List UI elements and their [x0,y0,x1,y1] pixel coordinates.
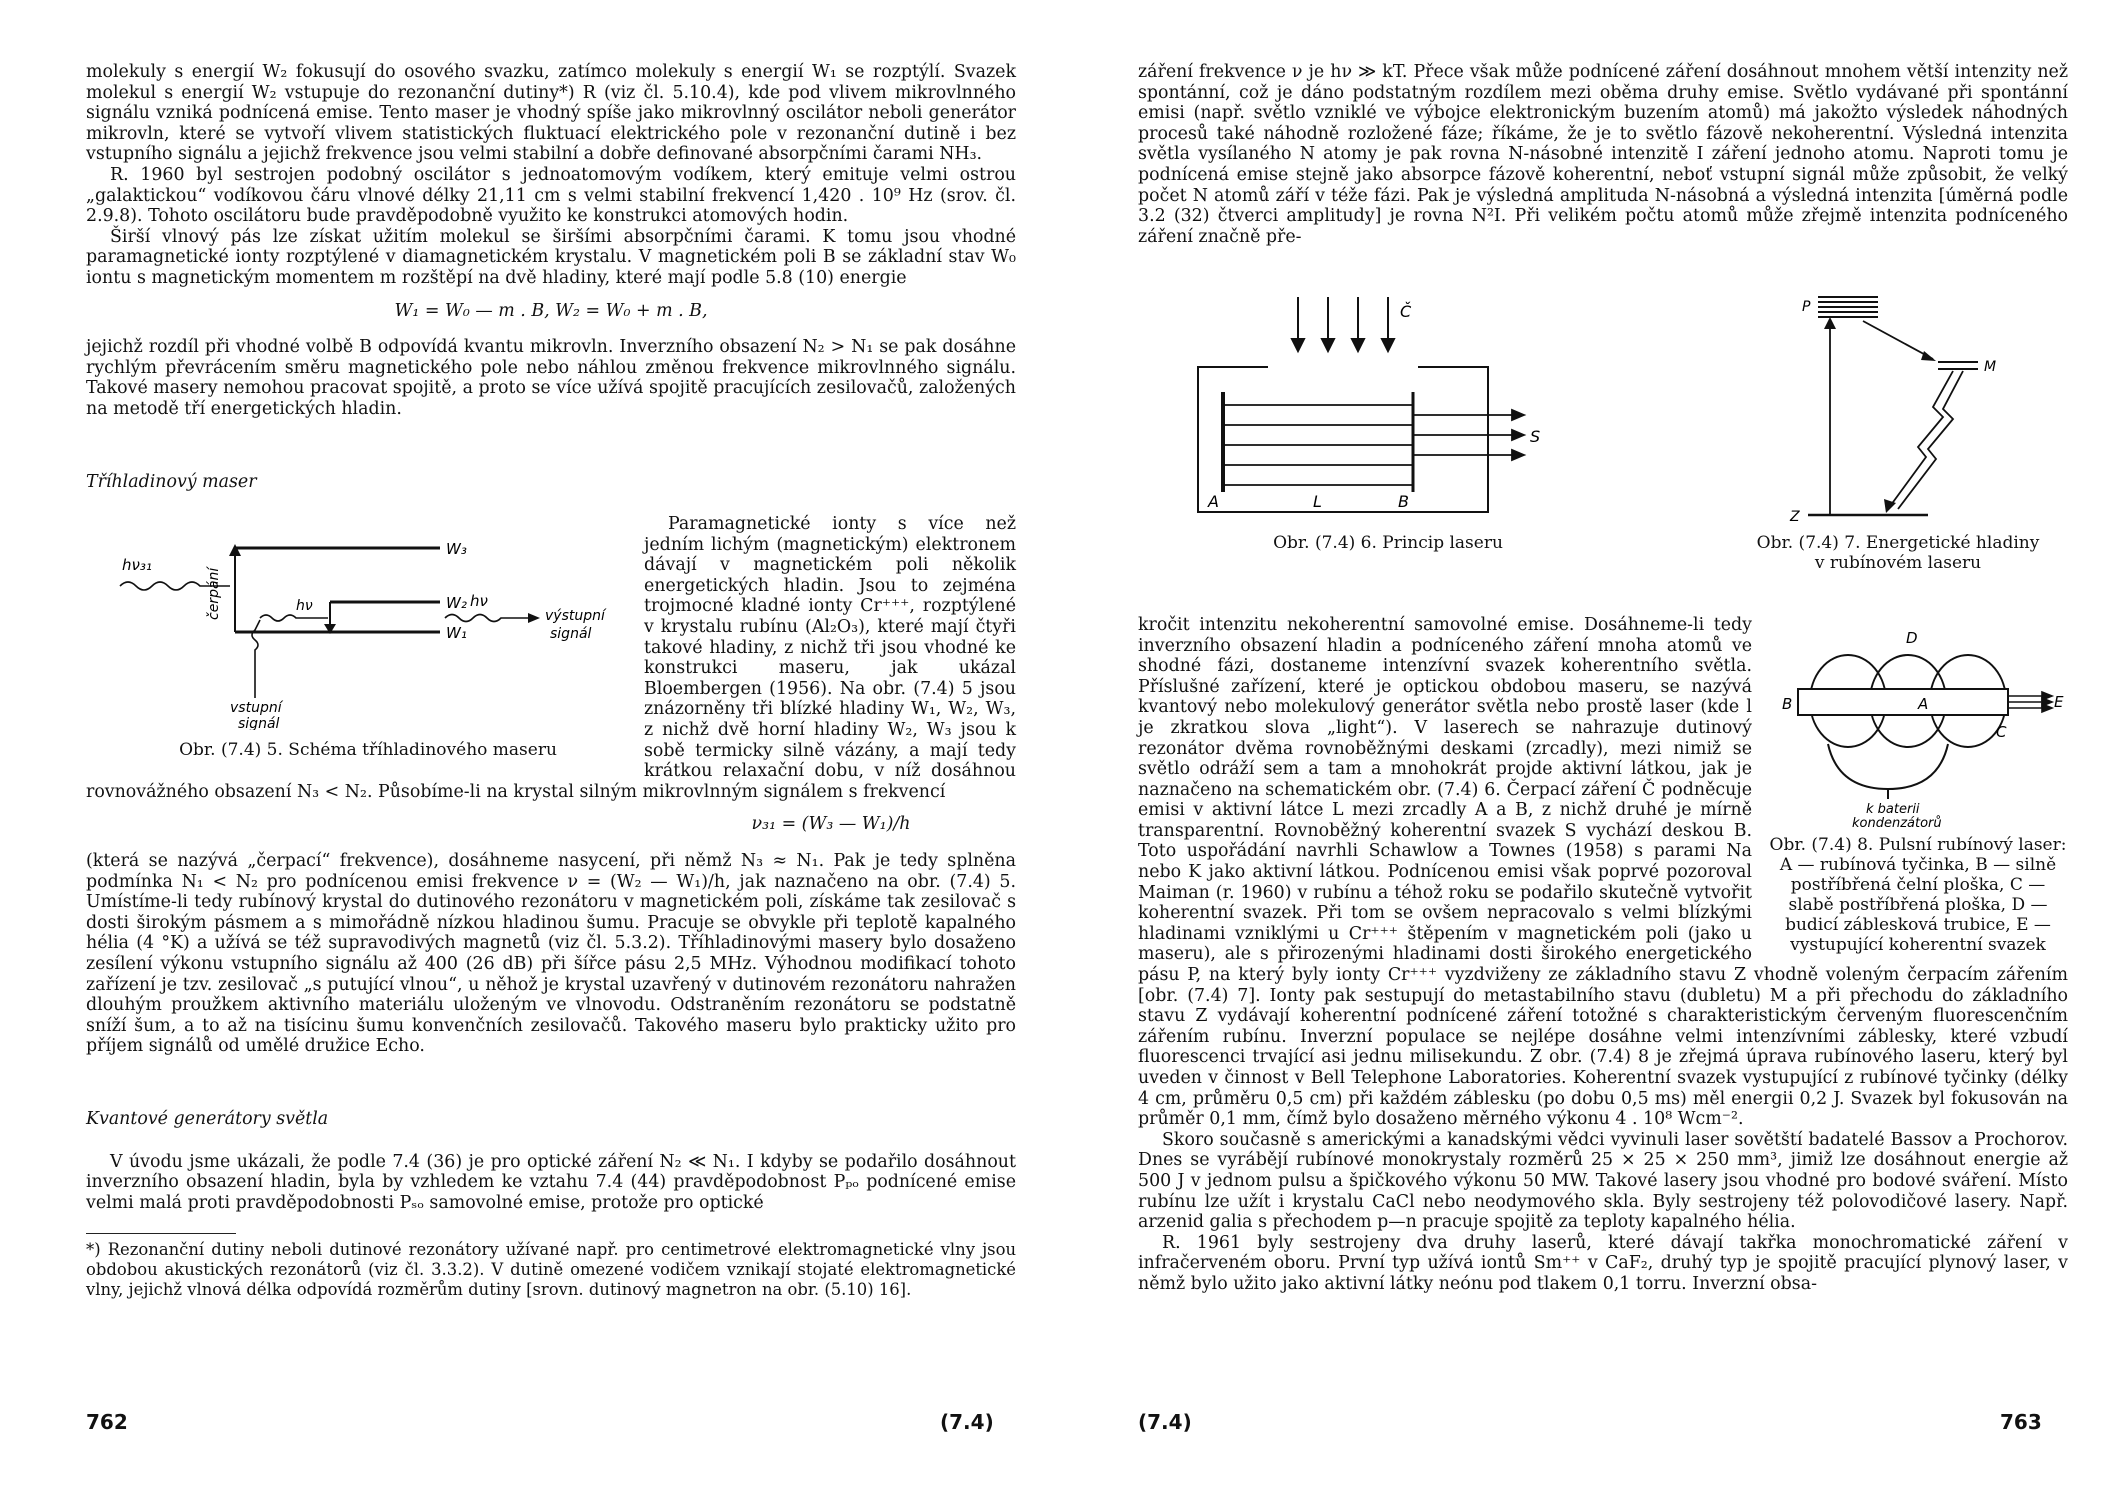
output-wave [445,615,530,622]
label-input-2: signál [238,716,280,731]
right-paragraph-1: záření frekvence ν je hν ≫ kT. Přece však může podnícené záření dosáhnout mnohem větší intenzity než spontánní, což je dáno podstatným rozdílem mezi oběma druhy emise. Světlo vydávané při spontánní emisi (např. světlo vzniklé ve výbojce elektronickým buzením atomů) má jakožto výsledek náhodných procesů také náhodně rozložené fáze; říkáme, že je to světlo fázově nekoherentní. Výsledná intenzita světla vysílaného N atomy je pak rovna N-násobné intenzitě I záření jednoho atomu. Naproti tomu je podnícená emise stejně jako absorpce fázově koherentní, neboť vstupní signál může způsobit, že velký počet N atomů září v téže fázi. Pak je výsledná amplituda N-násobná a výsledná intenzita [úměrná podle 3.2 (32) čtverci amplitudy] je rovna N²I. Při velikém počtu atomů může zřejmě intenzita podníceného záření značně pře- [1138,62,2068,247]
right-paragraph-3: Skoro současně s americkými a kanadskými vědci vyvinuli laser sovětští badatelé Bassov a Prochorov. Dnes se vyrábějí rubínové monokrystaly rozměrů 25 × 25 × 250 mm³, jimiž lze dosáhnout energie až 500 J v jednom pulsu a špičkového výkonu 50 MW. Takové lasery jsou vhodné pro bodové sváření. Místo rubínu lze užít i krystalu CaCl nebo neodymového skla. Byly sestrojeny též polovodičové lasery. Např. arzenid galia s přechodem p—n pracuje spojitě za teploty kapalného hélia. [1138,1129,2068,1233]
left-equation-2: ν₃₁ = (W₃ — W₁)/h [751,814,911,835]
output-beam [1413,410,1524,460]
figure-6-diagram [1178,287,1598,527]
mid-wave [260,615,328,621]
label-m: M [1984,359,1997,376]
pump-arrows [1292,297,1394,351]
right-paragraph-2: kročit intenzitu nekoherentní samovolné emise. Dosáhneme-li tedy inverzního obsazení hladin a podníceného záření mnoha atomů ve shodné fázi, dostaneme intenzívní svazek koherentního světla. Příslušné zařízení, které je optickou obdobou maseru, se nazývá kvantový nebo molekulový generátor světla nebo prostě laser (kde l je zkratkou slova „light“). V laserech se nahrazuje dutinový rezonátor dvěma rovnoběžnými deskami (zrcadly), mezi nimiž se světlo odráží sem a tam a mnohokrát projde aktivní látkou, jak je naznačeno na schematickém obr. (7.4) 6. Čerpací záření Č podněcuje emisi v aktivní látce L mezi zrcadly A a B, z nichž druhé je mírně transparentní. Rovnoběžný koherentní svazek S vychází deskou B. Toto uspořádání navrhli Schawlow a Townes (1958) s parami Na nebo K jako aktivní látkou. Podnícenou emisi však poprvé pozoroval Maiman (r. 1960) v rubínu a téhož roku se podařilo skutečně vytvořit koherentní svazek. Při tom se ovšem nepracovalo s velmi blízkými hladinami vzniklými u Cr⁺⁺⁺ štěpením v magnetickém poli (jako u maseru), ale s přirozenými hladinami dosti širokého energetického pásu P, na který byly ionty Cr⁺⁺⁺ vyzdviženy ze základního stavu Z vhodně voleným čerpacím zářením [obr. (7.4) 7]. Ionty pak sestupují do metastabilního stavu (dubletu) M a při přechodu do základního stavu Z vydávají koherentní podnícené záření totožné s charakteristickým červeným fluorescenčním zářením rubínu. Inverzní populace se nejlépe dosáhne velmi intenzívními záblesky, které vzbudí fluorescenci trvající asi jednu milisekundu. Z obr. (7.4) 8 je zřejmá úprava rubínového laseru, který byl uveden v činnost v Bell Telephone Laboratories. Koherentní svazek vystupující z rubínové tyčinky (délky 4 cm, průměru 0,5 cm) při každém záblesku (po dobu 0,5 ms) měl energii 0,2 J. Svazek byl fokusován na průměr 0,1 mm, čímž bylo dosaženo měrného výkonu 4 . 10⁸ Wcm⁻². [1138,614,2068,1130]
label-hv-out: hν [470,592,488,611]
figure-7 [1728,287,2068,573]
left-paragraph-3: Širší vlnový pás lze získat užitím molekul se širšími absorpčními čarami. K tomu jsou vhodné paramagnetické ionty rozptýlené v diamagnetickém krystalu. V magnetickém poli B se základní stav W₀ iontu s magnetickým momentem m rozštěpí na dvě hladiny, které mají podle 5.8 (10) energie [86,226,1016,288]
figure-5-caption: Obr. (7.4) 5. Schéma tříhladinového maseru [179,739,557,760]
left-page [86,62,1016,1300]
footnote-rule [86,1233,236,1240]
label-output-2: signál [550,626,592,643]
label-input-1: vstupní [230,700,282,717]
left-paragraph-2: R. 1960 byl sestrojen podobný oscilátor s jednoatomovým vodíkem, který emituje velmi ostrou „galaktickou“ vodíkovou čáru vlnové délky 21,11 cm s velmi stabilní frekvencí 1,420 . 10⁹ Hz (srov. čl. 2.9.8). Tohoto oscilátoru bude pravděpodobně využito ke konstrukci atomových hodin. [86,164,1016,227]
figure-8 [1768,629,2068,955]
pump-housing [1198,367,1488,512]
label-z: Z [1790,509,1800,526]
coherent-beam [2008,692,2052,712]
figure-5 [86,520,626,760]
label-c: C [1996,722,2007,741]
battery-leads [1828,744,1948,789]
figure-8-caption: Obr. (7.4) 8. Pulsní rubínový laser: A — rubínová tyčinka, B — silně postříbřená čelní ploška, C — slabě postříbřená ploška, D — budicí záblesková trubice, E — vystupující koherentní svazek [1769,834,2067,955]
label-battery-2: kondenzátorů [1852,815,1942,829]
ruby-rod [1798,689,2008,715]
figure-7-diagram [1728,287,2068,527]
footnote: *) Rezonanční dutiny neboli dutinové rezonátory užívané např. pro centimetrové elektromagnetické vlny jsou obdobou akustických rezonátorů (viz čl. 3.3.2). V dutině omezené vodičem vznikají stojaté elektromagnetické vlny, jejichž vlnová délka odpovídá rozměrům dutiny [srovn. dutinový magnetron na obr. (5.10) 16]. [86,1240,1016,1299]
pump-arrowhead-up [1824,317,1836,329]
figure-6 [1178,287,1598,573]
label-w1: W₁ [446,624,467,643]
label-output-1: výstupní [545,608,605,625]
decay-arrow [1863,321,1933,359]
right-page [1138,62,2068,1295]
pump-arrowhead [229,544,241,556]
label-hv-mid: hν [296,598,313,615]
label-battery-1: k baterii [1866,801,1920,817]
left-paragraph-4: jejichž rozdíl při vhodné volbě B odpovídá kvantu mikrovln. Inverzního obsazení N₂ > N₁ se pak dosáhne rychlým převrácením směru magnetického pole nebo náhlou změnou frekvence mikrovlnného signálu. Takové masery nemohou pracovat spojitě, a proto se více užívá spojitě pracujících zesilovačů, založených na metodě tří energetických hladin. [86,337,1016,419]
label-b: B [1782,694,1793,713]
left-section-number: (7.4) [940,1410,994,1434]
label-c: Č [1400,302,1412,322]
label-b: B [1398,492,1409,512]
left-heading-quantum-generators: Kvantové generátory světla [86,1108,329,1129]
label-w2: W₂ [446,594,467,613]
decay-arrowhead [1921,351,1936,361]
left-page-number: 762 [86,1410,128,1434]
label-d: D [1906,628,1918,647]
left-paragraph-6: (která se nazývá „čerpací“ frekvence), dosáhneme nasycení, při němž N₃ ≈ N₁. Pak je tedy splněna podmínka N₁ < N₂ pro podnícenou emisi frekvence ν = (W₂ — W₁)/h, jak naznačeno na obr. (7.4) 5. Umístíme-li tedy rubínový krystal do dutinového rezonátoru v magnetickém poli, získáme tak zesilovač s dosti širokým pásmem a s mimořádně nízkou hladinou šumu. Pracuje se obvykle při teplotě kapalného hélia (4 °K) a užívá se též supravodivých magnetů (viz čl. 5.3.2). Tříhladinovými masery bylo dosaženo zesílení výkonu vstupního signálu až 400 (26 dB) při šířce pásu 2,5 MHz. Výhodnou modifikací tohoto zařízení je tzv. zesilovač „s putující vlnou“, u něhož je krystal uzavřený v dutinovém rezonátoru nahražen dlouhým proužkem aktivního materiálu uloženým ve vlnovodu. Odstraněním rezonátoru se podstatně sníží šum, a to až na tisícinu šumu konvenčních zesilovačů. Takového maseru bylo prakticky užito pro příjem signálů od umělé družice Echo. [86,851,1016,1057]
label-e: E [2054,692,2064,711]
right-page-number: 763 [2000,1410,2042,1434]
figure-8-diagram [1768,629,2068,829]
emission-zigzag-1 [1888,371,1953,509]
left-equation-1: W₁ = W₀ — m . B, W₂ = W₀ + m . B, [394,300,708,321]
label-cerpani: čerpání [206,567,222,621]
right-paragraph-4: R. 1961 byly sestrojeny dva druhy laserů, které dávají takřka monochromatické záření v infračerveném oboru. První typ užívá iontů Sm⁺⁺ v CaF₂, druhý typ je spojitě pracující plynový laser, v němž bylo užito jako aktivní látky neónu pod tlakem 0,1 torru. Inverzní obsa- [1138,1232,2068,1294]
label-p: P [1802,299,1811,316]
label-w3: W₃ [446,540,467,559]
level-p-band [1818,297,1878,317]
left-paragraph-7: V úvodu jsme ukázali, že podle 7.4 (36) je pro optické záření N₂ ≪ N₁. I kdyby se podařilo dosáhnout inverzního obsazení hladin, byla by vzhledem ke vztahu 7.4 (44) pravděpodobnost Pₚₒ podnícené emise velmi malá proti pravděpodobnosti Pₛₒ samovolné emise, protože pro optické [86,1151,1016,1213]
right-paragraph-2-wrapper [1138,615,2068,1130]
right-section-number: (7.4) [1138,1410,1192,1434]
left-paragraph-5-intro [86,514,1016,802]
figures-6-7-row [1138,287,2068,573]
left-heading-three-level: Tříhladinový maser [86,471,257,492]
left-paragraph-1: molekuly s energií W₂ fokusují do osového svazku, zatímco molekuly s energií W₁ se rozptýlí. Svazek molekul s energií W₂ vstupuje do rezonanční dutiny*) R (viz čl. 5.10.4), kde pod vlivem mikrovlnného signálu vzniká podnícená emise. Tento maser je vhodný spíše jako mikrovlnný oscilátor neboli generátor mikrovln, které se vytvoří vlivem statistických fluktuací elektrického pole v rezonanční dutině i bez vstupního signálu a jejichž frekvence jsou velmi stabilní a dobře definované absorpčními čarami NH₃. [86,62,1016,165]
beam-lines [1223,405,1413,485]
figure-7-caption-1: Obr. (7.4) 7. Energetické hladiny [1756,532,2040,553]
figure-5-diagram [110,520,650,730]
figure-6-caption: Obr. (7.4) 6. Princip laseru [1273,532,1503,553]
output-arrowhead [528,613,540,623]
label-a: A [1208,492,1219,512]
label-a: A [1918,694,1929,713]
left-paragraph-5: Paramagnetické ionty s více než jedním lichým (magnetickým) elektronem dávají v magnetickém poli několik energetických hladin. Jsou to zejména trojmocné kladné ionty Cr⁺⁺⁺, rozptýlené v krystalu rubínu (Al₂O₃), které mají čtyři takové hladiny, z nichž tři jsou vhodné ke konstrukci maseru, jak ukázal Bloembergen (1956). Na obr. (7.4) 5 jsou znázorněny tři blízké hladiny W₁, W₂, W₃, z nichž dvě horní hladiny W₂, W₃ jsou k sobě termicky silně vázány, a mají tedy krátkou relaxační dobu, v níž dosáhnou rovnovážného obsazení N₃ < N₂. Působíme-li na krystal silným mikrovlnným signálem s frekvencí [86,514,1016,802]
label-l: L [1313,492,1322,512]
emission-zigzag-2 [1898,371,1963,509]
label-hv31: hν₃₁ [122,556,152,575]
label-s: S [1530,427,1541,447]
figure-7-caption-2: v rubínovém laseru [1814,552,1982,573]
